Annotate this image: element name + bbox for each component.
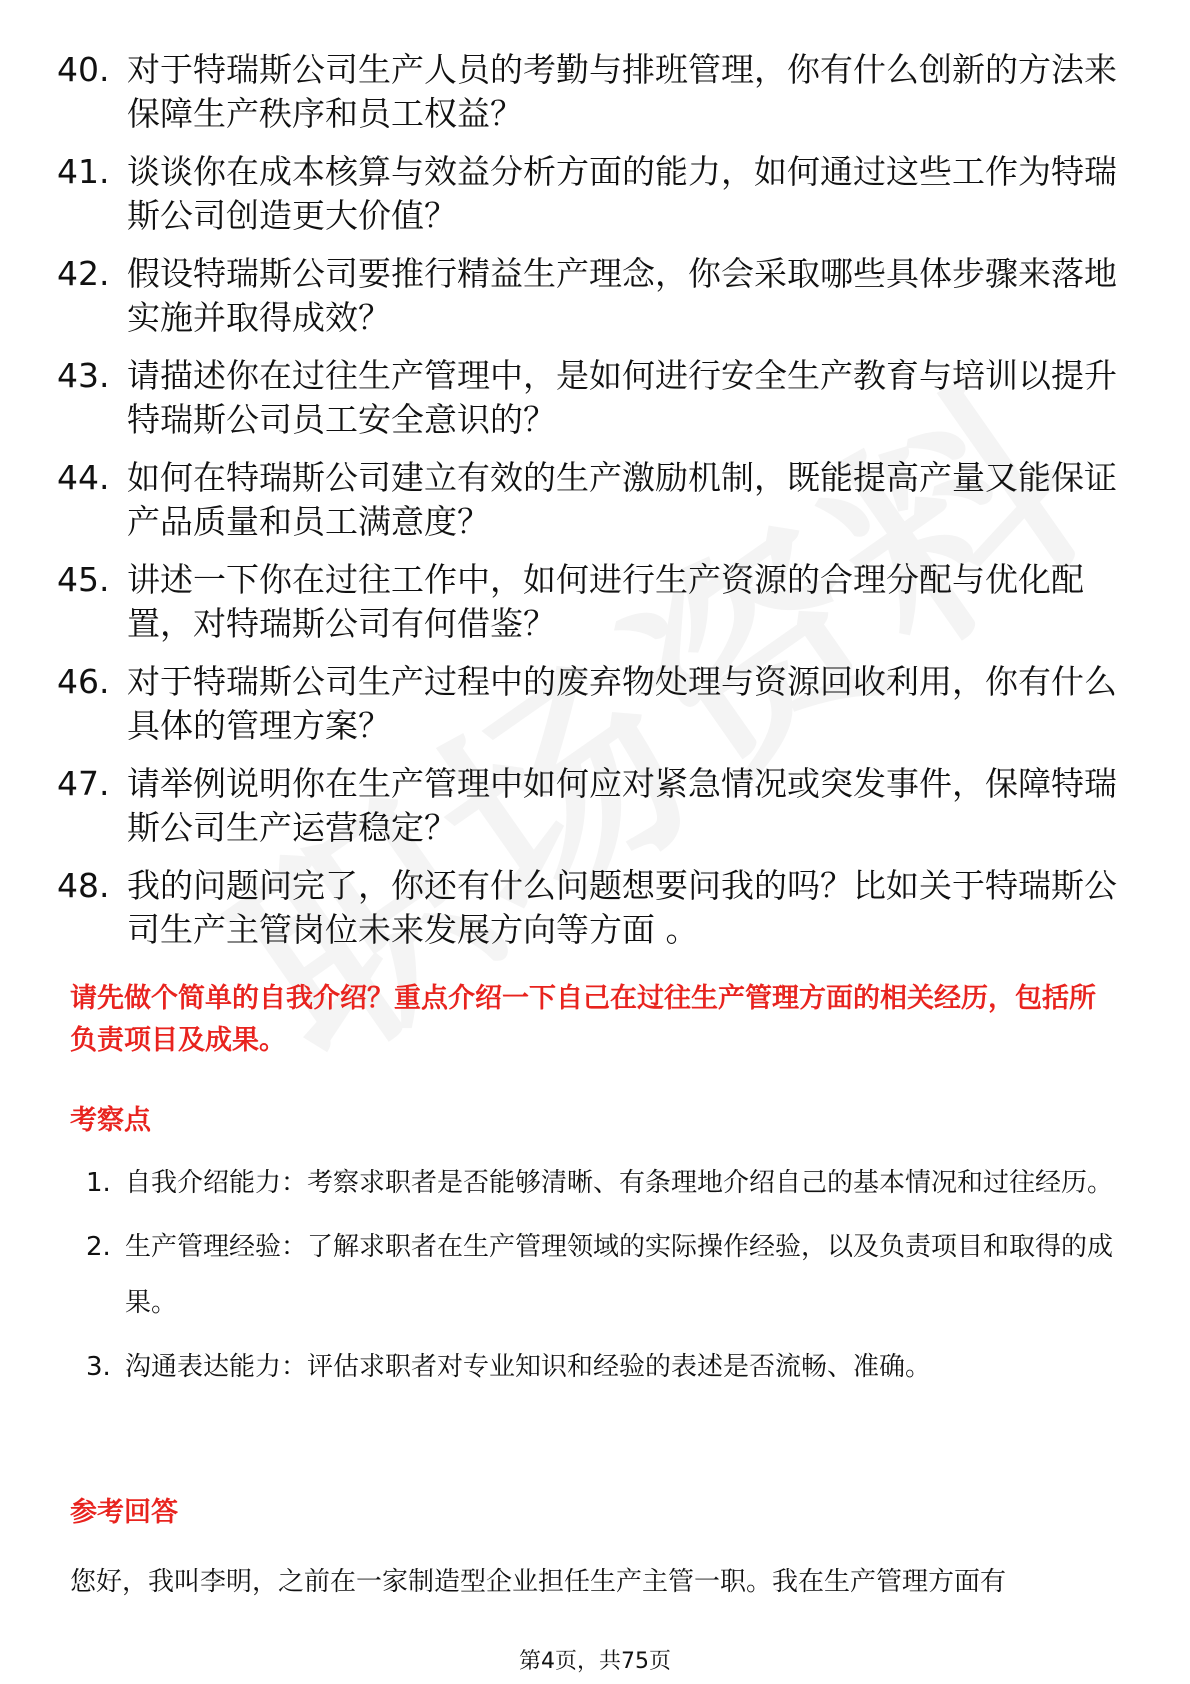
question-text: 假设特瑞斯公司要推行精益生产理念，你会采取哪些具体步骤来落地实施并取得成效？ (127, 254, 1117, 337)
question-number: 41. (57, 152, 110, 191)
question-text: 对于特瑞斯公司生产人员的考勤与排班管理，你有什么创新的方法来保障生产秩序和员工权益？ (127, 50, 1117, 133)
question-text: 我的问题问完了，你还有什么问题想要问我的吗？比如关于特瑞斯公司生产主管岗位未来发展方向等方面 。 (127, 866, 1117, 949)
question-number: 44. (57, 458, 110, 497)
key-points-heading: 考察点 (70, 1105, 151, 1136)
list-item (57, 762, 1117, 850)
list-item (57, 252, 1117, 340)
list-item (57, 558, 1117, 646)
question-number: 47. (57, 764, 110, 803)
list-item (57, 456, 1117, 544)
question-text: 如何在特瑞斯公司建立有效的生产激励机制，既能提高产量又能保证产品质量和员工满意度？ (127, 458, 1117, 541)
list-item (57, 48, 1117, 136)
point-number: 1. (86, 1168, 111, 1198)
list-item (80, 1339, 1120, 1395)
question-number: 42. (57, 254, 110, 293)
point-text: 自我介绍能力：考察求职者是否能够清晰、有条理地介绍自己的基本情况和过往经历。 (125, 1168, 1114, 1198)
key-points-list (80, 1155, 1120, 1403)
answer-text: 您好，我叫李明，之前在一家制造型企业担任生产主管一职。我在生产管理方面有 (70, 1567, 1007, 1597)
point-text: 沟通表达能力：评估求职者对专业知识和经验的表述是否流畅、准确。 (125, 1352, 932, 1382)
list-item (80, 1155, 1120, 1211)
list-item (57, 354, 1117, 442)
point-number: 2. (86, 1232, 111, 1262)
list-item (80, 1219, 1120, 1331)
question-number: 48. (57, 866, 110, 905)
question-text: 对于特瑞斯公司生产过程中的废弃物处理与资源回收利用，你有什么具体的管理方案？ (127, 662, 1117, 745)
list-item (57, 150, 1117, 238)
question-number: 43. (57, 356, 110, 395)
question-text: 请描述你在过往生产管理中，是如何进行安全生产教育与培训以提升特瑞斯公司员工安全意识的？ (127, 356, 1117, 439)
page-number: 第4页，共75页 (519, 1649, 671, 1674)
list-item (57, 660, 1117, 748)
question-text: 谈谈你在成本核算与效益分析方面的能力，如何通过这些工作为特瑞斯公司创造更大价值？ (127, 152, 1117, 235)
question-text: 讲述一下你在过往工作中，如何进行生产资源的合理分配与优化配置，对特瑞斯公司有何借鉴？ (127, 560, 1084, 643)
point-number: 3. (86, 1352, 111, 1382)
question-number: 45. (57, 560, 110, 599)
question-number: 46. (57, 662, 110, 701)
question-text: 请举例说明你在生产管理中如何应对紧急情况或突发事件，保障特瑞斯公司生产运营稳定？ (127, 764, 1117, 847)
question-list (57, 48, 1117, 966)
list-item (57, 864, 1117, 952)
point-text: 生产管理经验：了解求职者在生产管理领域的实际操作经验，以及负责项目和取得的成果。 (125, 1232, 1114, 1318)
answer-heading: 参考回答 (70, 1497, 178, 1528)
interview-question: 请先做个简单的自我介绍？重点介绍一下自己在过往生产管理方面的相关经历，包括所负责项目及成果。 (70, 983, 1096, 1056)
question-number: 40. (57, 50, 110, 89)
